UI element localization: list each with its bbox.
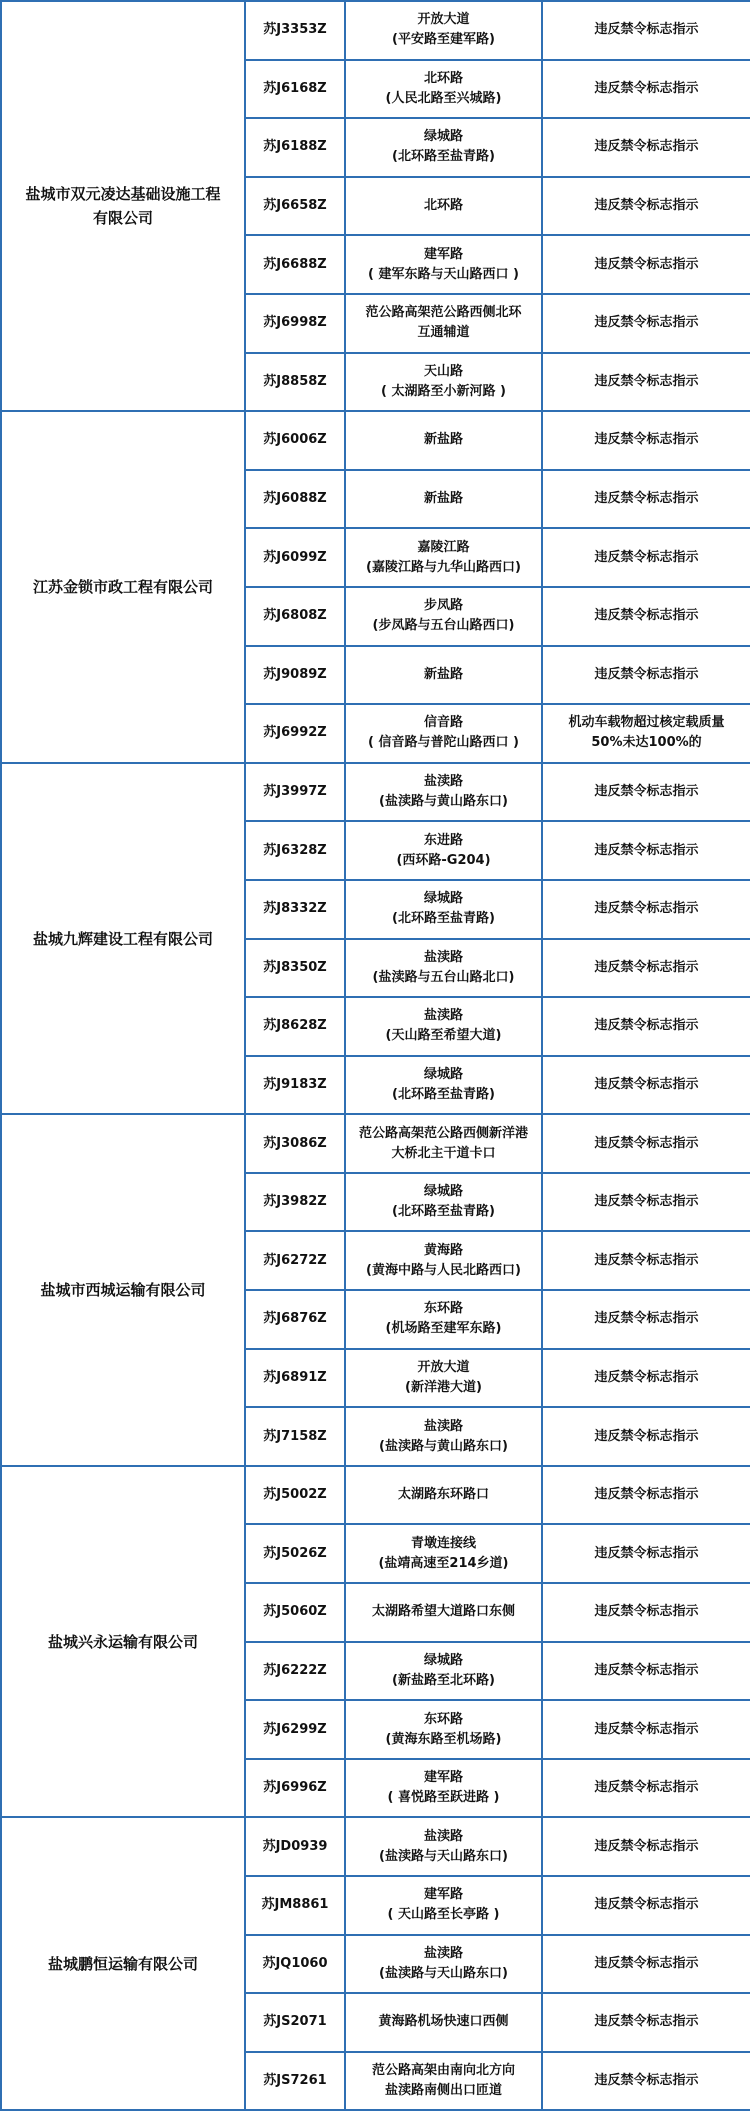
location-cell	[345, 1114, 542, 1173]
location-line: 天山路	[423, 363, 463, 379]
plate-number-cell: 苏J5002Z	[245, 1466, 345, 1525]
location-line: 东环路	[423, 1711, 463, 1727]
plate-number-cell: 苏J5060Z	[245, 1583, 345, 1642]
violation-line: 违反禁令标志指示	[594, 491, 699, 507]
violation-line: 违反禁令标志指示	[594, 198, 699, 214]
location-cell	[345, 1056, 542, 1115]
location-cell	[345, 1583, 542, 1642]
location-line: 东环路	[423, 1301, 463, 1317]
table-row	[1, 411, 750, 470]
violation-line: 违反禁令标志指示	[594, 432, 699, 448]
location-line: (新洋港大道)	[405, 1379, 482, 1395]
location-line: 新盐路	[423, 491, 463, 507]
company-name-cell	[1, 411, 245, 763]
location-line: (北环路至盐青路)	[392, 911, 495, 927]
violation-line: 违反禁令标志指示	[594, 959, 699, 975]
location-line: (盐渎路与黄山路东口)	[379, 794, 508, 810]
location-line: 范公路高架范公路西侧北环	[365, 305, 522, 321]
violation-line: 违反禁令标志指示	[594, 1604, 699, 1620]
company-name-cell	[1, 1466, 245, 1818]
violation-cell	[542, 1524, 750, 1583]
location-line: 北环路	[423, 70, 463, 86]
plate-number-cell: 苏J6998Z	[245, 294, 345, 353]
violation-cell	[542, 1114, 750, 1173]
plate-number-cell: 苏J9089Z	[245, 646, 345, 705]
plate-number-cell: 苏J8628Z	[245, 997, 345, 1056]
plate-number-cell: 苏J6996Z	[245, 1759, 345, 1818]
company-name-cell	[1, 1114, 245, 1466]
violation-line: 50%未达100%的	[591, 735, 702, 751]
violation-cell	[542, 1407, 750, 1466]
plate-number-cell: 苏JS2071	[245, 1993, 345, 2052]
location-line: (新盐路至北环路)	[392, 1672, 495, 1688]
violation-cell	[542, 1759, 750, 1818]
violation-cell	[542, 1173, 750, 1232]
location-cell	[345, 1700, 542, 1759]
violation-cell	[542, 1876, 750, 1935]
location-line: 盐渎路	[423, 1945, 463, 1961]
location-cell	[345, 939, 542, 998]
location-cell	[345, 1935, 542, 1994]
plate-number-cell: 苏J6688Z	[245, 235, 345, 294]
violation-cell	[542, 1935, 750, 1994]
violation-cell	[542, 528, 750, 587]
location-cell	[345, 1466, 542, 1525]
violation-line: 违反禁令标志指示	[594, 842, 699, 858]
location-line: 盐渎路	[423, 1828, 463, 1844]
location-cell	[345, 1876, 542, 1935]
location-line: 新盐路	[423, 666, 463, 682]
location-cell	[345, 528, 542, 587]
violation-cell	[542, 1231, 750, 1290]
violation-line: 违反禁令标志指示	[594, 549, 699, 565]
violation-cell	[542, 60, 750, 119]
location-line: 绿城路	[423, 891, 463, 907]
location-cell	[345, 1759, 542, 1818]
violation-cell	[542, 1817, 750, 1876]
violation-line: 违反禁令标志指示	[594, 1076, 699, 1092]
violation-cell	[542, 1466, 750, 1525]
location-line: 信音路	[423, 715, 463, 731]
plate-number-cell: 苏JM8861	[245, 1876, 345, 1935]
company-name-cell	[1, 1, 245, 411]
location-line: 青墩连接线	[410, 1535, 476, 1551]
location-line: 开放大道	[417, 12, 470, 28]
violation-line: 违反禁令标志指示	[594, 2073, 699, 2089]
location-line: (盐渎路与天山路东口)	[379, 1965, 508, 1981]
location-line: (盐靖高速至214乡道)	[378, 1555, 509, 1571]
violation-line: 违反禁令标志指示	[594, 1252, 699, 1268]
location-line: 步凤路	[423, 598, 463, 614]
location-cell	[345, 60, 542, 119]
violation-cell	[542, 353, 750, 412]
location-cell	[345, 1290, 542, 1349]
location-line: 黄海路	[423, 1242, 463, 1258]
location-cell	[345, 235, 542, 294]
violation-line: 违反禁令标志指示	[594, 1311, 699, 1327]
location-line: 范公路高架范公路西侧新洋港	[358, 1125, 528, 1141]
plate-number-cell: 苏J6328Z	[245, 821, 345, 880]
violation-line: 违反禁令标志指示	[594, 1428, 699, 1444]
table-row	[1, 763, 750, 822]
location-line: ( 信音路与普陀山路西口 )	[368, 735, 519, 751]
violation-line: 违反禁令标志指示	[594, 901, 699, 917]
plate-number-cell: 苏J7158Z	[245, 1407, 345, 1466]
plate-number-cell: 苏JQ1060	[245, 1935, 345, 1994]
violation-cell	[542, 177, 750, 236]
table-row	[1, 1817, 750, 1876]
violation-line: 违反禁令标志指示	[594, 315, 699, 331]
location-line: ( 喜悦路至跃进路 )	[387, 1790, 500, 1806]
plate-number-cell: 苏J8858Z	[245, 353, 345, 412]
violation-cell	[542, 997, 750, 1056]
violation-cell	[542, 118, 750, 177]
location-line: (黄海中路与人民北路西口)	[366, 1262, 521, 1278]
location-line: 大桥北主干道卡口	[391, 1145, 496, 1161]
location-line: 绿城路	[423, 1652, 463, 1668]
company-name-line: 江苏金锁市政工程有限公司	[32, 577, 213, 596]
violation-line: 违反禁令标志指示	[594, 1780, 699, 1796]
location-line: (北环路至盐青路)	[392, 149, 495, 165]
violation-line: 违反禁令标志指示	[594, 666, 699, 682]
violation-line: 违反禁令标志指示	[594, 1662, 699, 1678]
violation-cell	[542, 704, 750, 763]
location-cell	[345, 1993, 542, 2052]
location-line: 建军路	[423, 1887, 463, 1903]
violation-line: 违反禁令标志指示	[594, 1194, 699, 1210]
plate-number-cell: 苏J6099Z	[245, 528, 345, 587]
plate-number-cell: 苏J5026Z	[245, 1524, 345, 1583]
violation-line: 违反禁令标志指示	[594, 608, 699, 624]
location-line: (盐渎路与五台山路北口)	[372, 969, 515, 985]
plate-number-cell: 苏J6992Z	[245, 704, 345, 763]
violation-cell	[542, 1349, 750, 1408]
location-cell	[345, 1349, 542, 1408]
location-line: 绿城路	[423, 1066, 463, 1082]
location-line: (西环路-G204)	[396, 852, 491, 868]
location-cell	[345, 353, 542, 412]
violation-cell	[542, 1, 750, 60]
location-line: (黄海东路至机场路)	[385, 1731, 502, 1747]
location-line: 太湖路东环路口	[397, 1487, 489, 1503]
plate-number-cell: 苏J6088Z	[245, 470, 345, 529]
location-cell	[345, 821, 542, 880]
company-name-line: 有限公司	[92, 209, 153, 228]
company-name-cell	[1, 763, 245, 1115]
plate-number-cell: 苏J8350Z	[245, 939, 345, 998]
location-line: 北环路	[423, 198, 463, 214]
location-line: 新盐路	[423, 432, 463, 448]
violation-line: 违反禁令标志指示	[594, 1487, 699, 1503]
plate-number-cell: 苏JS7261	[245, 2052, 345, 2111]
location-line: (步凤路与五台山路西口)	[372, 618, 515, 634]
table-row	[1, 1466, 750, 1525]
plate-number-cell: 苏J6168Z	[245, 60, 345, 119]
plate-number-cell: 苏J3353Z	[245, 1, 345, 60]
location-cell	[345, 1173, 542, 1232]
violation-cell	[542, 1700, 750, 1759]
location-cell	[345, 411, 542, 470]
violation-cell	[542, 1993, 750, 2052]
location-line: (盐渎路与黄山路东口)	[379, 1438, 508, 1454]
plate-number-cell: 苏J3982Z	[245, 1173, 345, 1232]
violation-line: 违反禁令标志指示	[594, 256, 699, 272]
company-name-line: 盐城市双元凌达基础设施工程	[25, 185, 221, 204]
violation-line: 违反禁令标志指示	[594, 22, 699, 38]
company-name-line: 盐城兴永运输有限公司	[47, 1632, 198, 1651]
location-line: 东进路	[423, 832, 463, 848]
violation-cell	[542, 1583, 750, 1642]
table-row	[1, 1114, 750, 1173]
plate-number-cell: 苏JD0939	[245, 1817, 345, 1876]
violation-line: 违反禁令标志指示	[594, 1369, 699, 1385]
plate-number-cell: 苏J6188Z	[245, 118, 345, 177]
location-line: 互通辅道	[417, 325, 470, 341]
violation-line: 违反禁令标志指示	[594, 1545, 699, 1561]
location-line: (北环路至盐青路)	[392, 1086, 495, 1102]
location-cell	[345, 294, 542, 353]
location-cell	[345, 646, 542, 705]
plate-number-cell: 苏J6299Z	[245, 1700, 345, 1759]
location-line: 建军路	[423, 246, 463, 262]
location-line: 盐渎路	[423, 949, 463, 965]
table-row	[1, 1, 750, 60]
location-line: 范公路高架由南向北方向	[371, 2063, 515, 2079]
violation-line: 违反禁令标志指示	[594, 1838, 699, 1854]
location-line: 盐渎路	[423, 1008, 463, 1024]
location-line: 嘉陵江路	[417, 539, 470, 555]
location-line: 绿城路	[423, 1184, 463, 1200]
violation-cell	[542, 880, 750, 939]
violation-line: 违反禁令标志指示	[594, 1018, 699, 1034]
location-line: 盐渎路南侧出口匝道	[384, 2083, 502, 2099]
plate-number-cell: 苏J6272Z	[245, 1231, 345, 1290]
location-cell	[345, 1231, 542, 1290]
violation-line: 违反禁令标志指示	[594, 1955, 699, 1971]
plate-number-cell: 苏J9183Z	[245, 1056, 345, 1115]
location-line: 盐渎路	[423, 774, 463, 790]
company-name-line: 盐城九辉建设工程有限公司	[32, 929, 213, 948]
location-cell	[345, 704, 542, 763]
location-line: 太湖路希望大道路口东侧	[371, 1604, 515, 1620]
plate-number-cell: 苏J3997Z	[245, 763, 345, 822]
violation-cell	[542, 646, 750, 705]
plate-number-cell: 苏J6808Z	[245, 587, 345, 646]
plate-number-cell: 苏J6891Z	[245, 1349, 345, 1408]
location-line: 开放大道	[417, 1359, 470, 1375]
location-line: (盐渎路与天山路东口)	[379, 1848, 508, 1864]
plate-number-cell: 苏J6658Z	[245, 177, 345, 236]
violation-line: 违反禁令标志指示	[594, 2014, 699, 2030]
violation-line: 违反禁令标志指示	[594, 784, 699, 800]
violation-cell	[542, 470, 750, 529]
violation-cell	[542, 411, 750, 470]
violation-cell	[542, 763, 750, 822]
plate-number-cell: 苏J8332Z	[245, 880, 345, 939]
location-cell	[345, 1524, 542, 1583]
location-line: (北环路至盐青路)	[392, 1204, 495, 1220]
violation-line: 违反禁令标志指示	[594, 80, 699, 96]
location-cell	[345, 997, 542, 1056]
location-cell	[345, 2052, 542, 2111]
company-name-line: 盐城鹏恒运输有限公司	[47, 1954, 198, 1973]
violation-table-body	[1, 1, 750, 2110]
location-cell	[345, 470, 542, 529]
plate-number-cell: 苏J6222Z	[245, 1642, 345, 1701]
violation-line: 违反禁令标志指示	[594, 1135, 699, 1151]
violation-cell	[542, 587, 750, 646]
violation-cell	[542, 821, 750, 880]
violation-line: 违反禁令标志指示	[594, 1721, 699, 1737]
violation-cell	[542, 1290, 750, 1349]
location-cell	[345, 880, 542, 939]
location-cell	[345, 763, 542, 822]
company-name-line: 盐城市西城运输有限公司	[40, 1281, 206, 1300]
location-line: 盐渎路	[423, 1418, 463, 1434]
location-cell	[345, 118, 542, 177]
violation-line: 违反禁令标志指示	[594, 373, 699, 389]
location-cell	[345, 1817, 542, 1876]
location-line: ( 太湖路至小新河路 )	[381, 383, 506, 399]
violation-cell	[542, 1642, 750, 1701]
location-line: (嘉陵江路与九华山路西口)	[366, 559, 521, 575]
location-line: 黄海路机场快速口西侧	[378, 2014, 509, 2030]
location-cell	[345, 1642, 542, 1701]
violation-line: 违反禁令标志指示	[594, 1897, 699, 1913]
plate-number-cell: 苏J6876Z	[245, 1290, 345, 1349]
location-line: 绿城路	[423, 129, 463, 145]
location-cell	[345, 177, 542, 236]
location-line: (平安路至建军路)	[392, 32, 495, 48]
location-line: (人民北路至兴城路)	[385, 90, 502, 106]
plate-number-cell: 苏J6006Z	[245, 411, 345, 470]
violation-cell	[542, 294, 750, 353]
location-cell	[345, 587, 542, 646]
violation-cell	[542, 939, 750, 998]
company-name-cell	[1, 1817, 245, 2110]
plate-number-cell: 苏J3086Z	[245, 1114, 345, 1173]
location-line: (机场路至建军东路)	[385, 1321, 502, 1337]
location-line: ( 天山路至长亭路 )	[387, 1907, 500, 1923]
location-cell	[345, 1407, 542, 1466]
violation-cell	[542, 2052, 750, 2111]
location-line: 建军路	[423, 1770, 463, 1786]
violation-line: 违反禁令标志指示	[594, 139, 699, 155]
violation-cell	[542, 235, 750, 294]
location-cell	[345, 1, 542, 60]
violation-cell	[542, 1056, 750, 1115]
violation-line: 机动车载物超过核定载质量	[568, 715, 725, 731]
location-line: (天山路至希望大道)	[385, 1028, 502, 1044]
location-line: ( 建军东路与天山路西口 )	[368, 266, 519, 282]
